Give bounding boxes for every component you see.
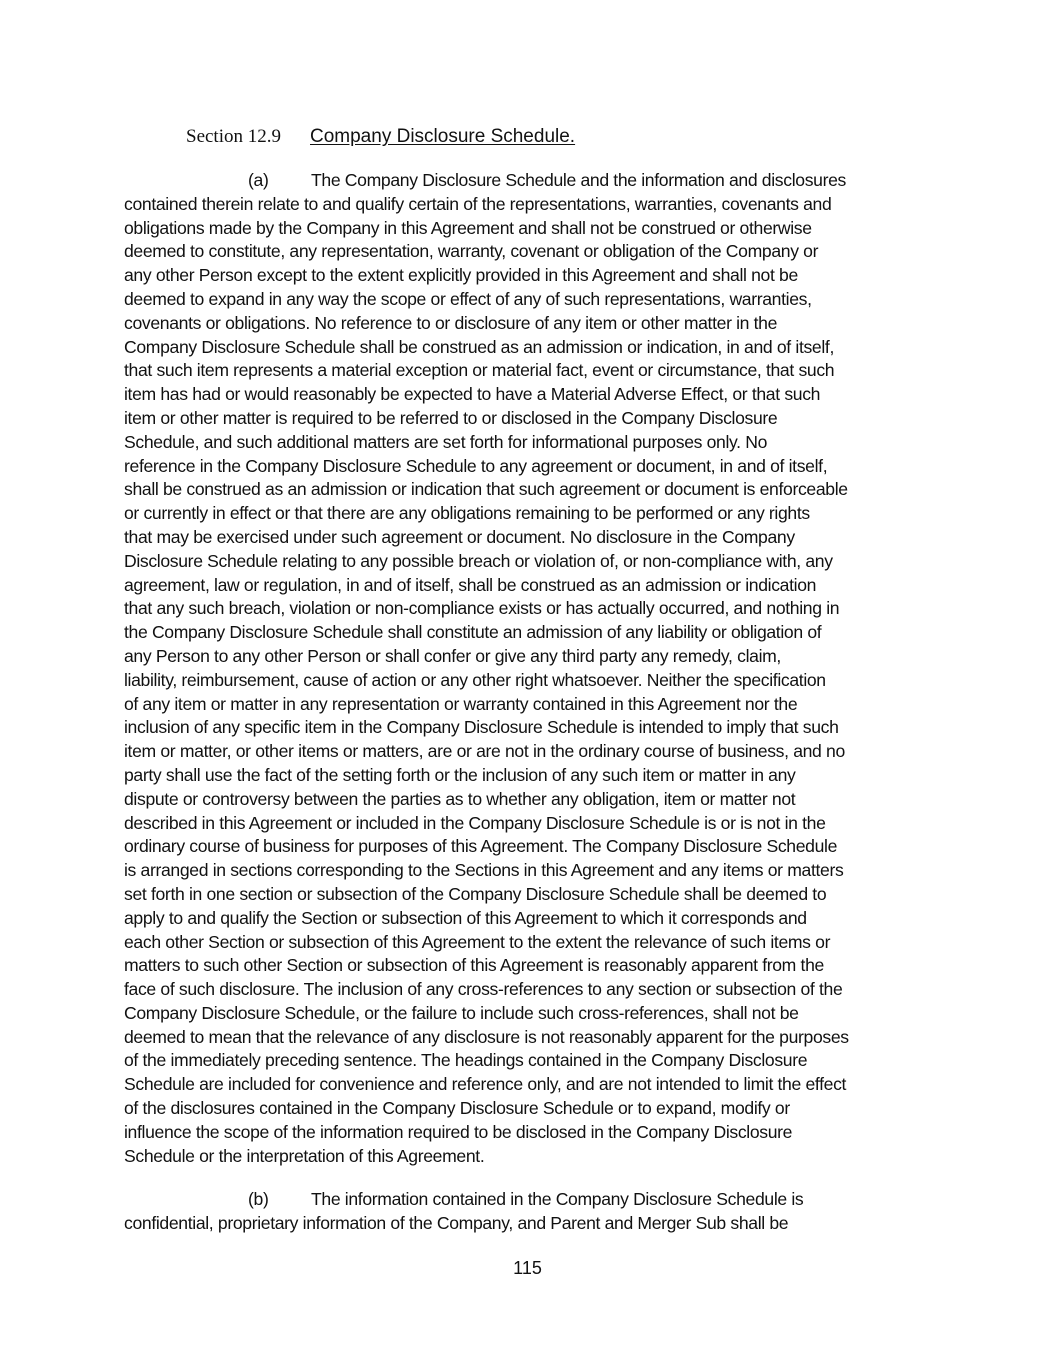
paragraph-a-line: described in this Agreement or included in the Company Disclosure Schedule is or is not in the (124, 812, 826, 833)
paragraph-a-line: of the immediately preceding sentence. The headings contained in the Company Disclosure (124, 1050, 808, 1071)
paragraph-a-line: of any item or matter in any representation or warranty contained in this Agreement nor the (124, 693, 798, 714)
paragraph-a-line: shall be construed as an admission or indication that such agreement or document is enforceable (124, 479, 848, 500)
paragraph-a-line: deemed to mean that the relevance of any disclosure is not reasonably apparent for the purposes (124, 1026, 849, 1047)
paragraph-a-line: Company Disclosure Schedule shall be construed as an admission or indication, in and of itself, (124, 336, 835, 357)
paragraph-a-line: inclusion of any specific item in the Company Disclosure Schedule is intended to imply that such (124, 717, 839, 738)
paragraph-a-line: Disclosure Schedule relating to any possible breach or violation of, or non-compliance with, any (124, 550, 833, 571)
paragraph-b (124, 1188, 936, 1236)
section-title: Company Disclosure Schedule. (310, 126, 576, 147)
paragraph-a-line: any Person to any other Person or shall confer or give any third party any remedy, claim, (124, 645, 781, 666)
paragraph-a-line: each other Section or subsection of this Agreement to the extent the relevance of such items or (124, 931, 831, 952)
paragraph-a-label: (a) (248, 170, 269, 190)
paragraph-a-line: obligations made by the Company in this Agreement and shall not be construed or otherwise (124, 217, 812, 238)
paragraph-a-line: party shall use the fact of the setting forth or the inclusion of any such item or matter in any (124, 764, 796, 785)
paragraph-a-line: apply to and qualify the Section or subsection of this Agreement to which it corresponds and (124, 907, 807, 928)
paragraph-a-line: that such item represents a material exception or material fact, event or circumstance, that such (124, 360, 835, 381)
paragraph-a-line: matters to such other Section or subsection of this Agreement is reasonably apparent from the (124, 955, 824, 976)
paragraph-a-line: reference in the Company Disclosure Schedule to any agreement or document, in and of itself, (124, 455, 828, 476)
paragraph-b-first-line-text: The information contained in the Company Disclosure Schedule is (311, 1189, 804, 1209)
paragraph-a-line: Schedule or the interpretation of this Agreement. (124, 1145, 485, 1166)
paragraph-a-line: the Company Disclosure Schedule shall constitute an admission of any liability or obligation of (124, 622, 822, 643)
paragraph-a-line: that any such breach, violation or non-compliance exists or has actually occurred, and nothing in (124, 598, 840, 619)
paragraph-a-line: Company Disclosure Schedule, or the failure to include such cross-references, shall not be (124, 1002, 799, 1023)
paragraph-a-line: face of such disclosure. The inclusion of any cross-references to any section or subsection of the (124, 979, 843, 1000)
page-number: 115 (513, 1258, 542, 1278)
paragraph-a-first-line-text: The Company Disclosure Schedule and the information and disclosures (311, 170, 846, 190)
paragraph-a-line: covenants or obligations. No reference to or disclosure of any item or other matter in the (124, 312, 778, 333)
paragraph-a-line: dispute or controversy between the parties as to whether any obligation, item or matter not (124, 788, 796, 809)
paragraph-a-line: or currently in effect or that there are any obligations remaining to be performed or any rights (124, 503, 810, 524)
paragraph-a-line: Schedule, and such additional matters are set forth for informational purposes only. No (124, 431, 768, 452)
paragraph-b-label: (b) (248, 1189, 269, 1209)
paragraph-a-line: of the disclosures contained in the Company Disclosure Schedule or to expand, modify or (124, 1098, 790, 1119)
paragraph-a-line: Schedule are included for convenience and reference only, and are not intended to limit the effect (124, 1074, 847, 1095)
paragraph-a-line: item or matter, or other items or matters, are or are not in the ordinary course of business, and no (124, 741, 845, 762)
paragraph-b-first-line (124, 1188, 936, 1212)
paragraph-a-line: item or other matter is required to be referred to or disclosed in the Company Disclosure (124, 407, 778, 428)
paragraph-a-line: influence the scope of the information required to be disclosed in the Company Disclosure (124, 1121, 793, 1142)
section-number: Section 12.9 (186, 126, 281, 147)
paragraph-a-line: that may be exercised under such agreement or document. No disclosure in the Company (124, 526, 795, 547)
paragraph-a-first-line (124, 169, 936, 193)
paragraph-a (124, 169, 936, 1168)
paragraph-a-line: liability, reimbursement, cause of action or any other right whatsoever. Neither the specification (124, 669, 826, 690)
paragraph-a-line: any other Person except to the extent explicitly provided in this Agreement and shall not be (124, 265, 798, 286)
paragraph-a-line: deemed to expand in any way the scope or effect of any of such representations, warranties, (124, 288, 812, 309)
section-heading (186, 126, 575, 148)
paragraph-a-line: is arranged in sections corresponding to the Sections in this Agreement and any items or matters (124, 860, 844, 881)
paragraph-a-line: deemed to constitute, any representation, warranty, covenant or obligation of the Company or (124, 241, 819, 262)
paragraph-b-line: confidential, proprietary information of the Company, and Parent and Merger Sub shall be (124, 1212, 789, 1233)
paragraph-a-line: ordinary course of business for purposes of this Agreement. The Company Disclosure Schedule (124, 836, 838, 857)
paragraph-a-line: item has had or would reasonably be expected to have a Material Adverse Effect, or that such (124, 384, 821, 405)
paragraph-a-line: agreement, law or regulation, in and of itself, shall be construed as an admission or indication (124, 574, 817, 595)
paragraph-a-line: contained therein relate to and qualify certain of the representations, warranties, covenants and (124, 193, 832, 214)
paragraph-a-line: set forth in one section or subsection of the Company Disclosure Schedule shall be deemed to (124, 883, 827, 904)
